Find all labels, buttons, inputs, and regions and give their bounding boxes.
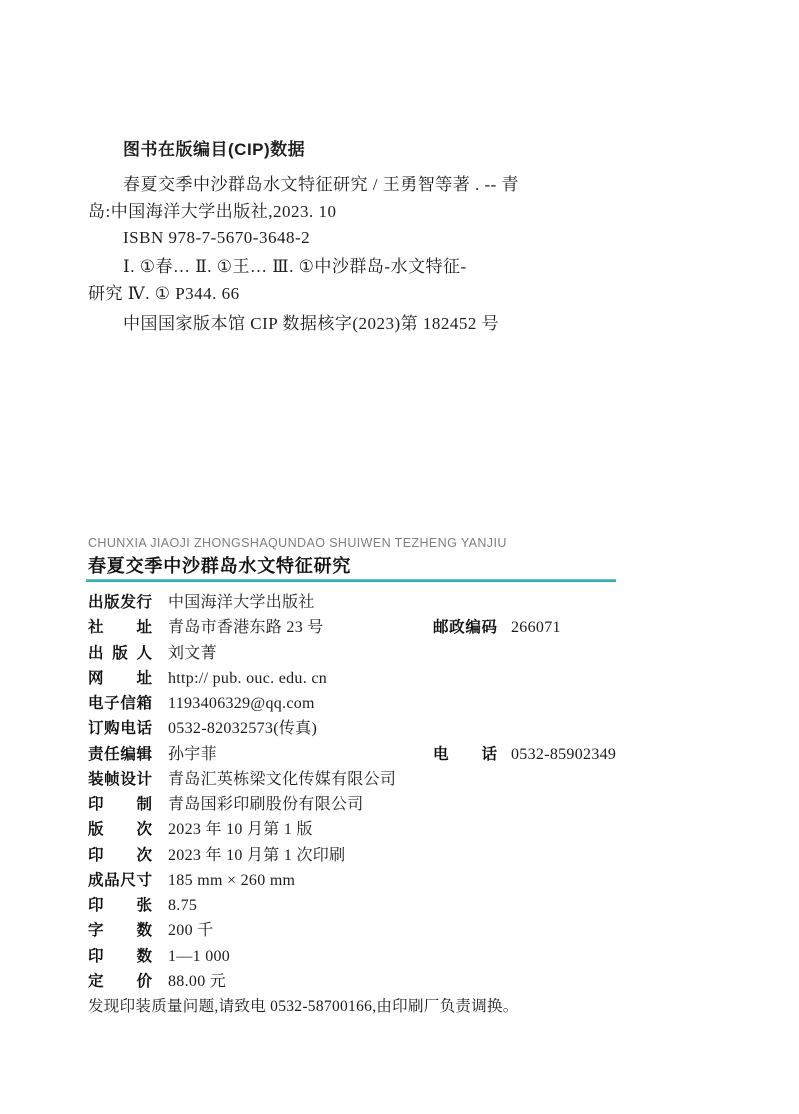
field-value: 青岛市香港东路 23 号: [168, 619, 324, 637]
cip-header: 图书在版编目(CIP)数据: [123, 140, 306, 159]
colophon-row-design: [88, 767, 728, 792]
field-label: 社址: [88, 619, 152, 637]
colophon-row-printer: [88, 792, 728, 817]
field-value: 孙宇菲: [168, 745, 217, 763]
cip-classification-line2: 研究 Ⅳ. ① P344. 66: [88, 284, 240, 303]
quality-notice: 发现印装质量问题,请致电 0532-58700166,由印刷厂负责调换。: [88, 998, 519, 1015]
colophon-subrow-postcode: [433, 615, 561, 640]
colophon-row-order-phone: [88, 716, 728, 741]
colophon-row-size: [88, 868, 728, 893]
field-value: 1193406329@qq.com: [168, 695, 315, 712]
field-value: 1—1 000: [168, 947, 231, 965]
field-value: 2023 年 10 月第 1 版: [168, 821, 313, 839]
field-value: 中国海洋大学出版社: [168, 594, 315, 611]
field-label: 版次: [88, 821, 152, 839]
field-label: 出版人: [88, 644, 152, 662]
colophon-row-price: [88, 969, 728, 994]
field-label: 定价: [88, 972, 152, 990]
field-label: 出版发行: [88, 594, 152, 611]
colophon-row-sheets: [88, 893, 728, 918]
field-label: 责任编辑: [88, 745, 152, 763]
field-label: 邮政编码: [433, 619, 497, 637]
cip-description-line1: 春夏交季中沙群岛水文特征研究 / 王勇智等著 . -- 青: [123, 175, 520, 194]
field-label: 成品尺寸: [88, 871, 152, 889]
colophon-row-editor: [88, 742, 728, 767]
field-label: 订购电话: [88, 720, 152, 738]
colophon-row-publisher: [88, 590, 728, 615]
field-value: 2023 年 10 月第 1 次印刷: [168, 846, 346, 864]
colophon-row-wordcount: [88, 918, 728, 943]
cip-isbn: ISBN 978-7-5670-3648-2: [123, 228, 311, 247]
field-label: 印次: [88, 846, 152, 864]
colophon-section: [88, 590, 728, 1019]
field-value: 刘文菁: [168, 644, 217, 662]
field-label: 字数: [88, 922, 152, 940]
colophon-subrow-phone: [433, 742, 616, 767]
field-label: 印制: [88, 796, 152, 813]
field-value: 0532-82032573(传真): [168, 720, 318, 738]
field-value: 266071: [511, 619, 561, 637]
field-label: 电话: [433, 745, 497, 763]
field-value: 88.00 元: [168, 972, 227, 990]
field-value: 8.75: [168, 897, 198, 914]
colophon-row-printrun: [88, 944, 728, 969]
book-title: 春夏交季中沙群岛水文特征研究: [88, 556, 352, 576]
title-pinyin: CHUNXIA JIAOJI ZHONGSHAQUNDAO SHUIWEN TEZHENG YANJIU: [88, 536, 507, 550]
field-value: 200 千: [168, 922, 214, 940]
cip-description-line2: 岛:中国海洋大学出版社,2023. 10: [88, 202, 337, 221]
field-label: 装帧设计: [88, 770, 152, 788]
cip-record-number: 中国国家版本馆 CIP 数据核字(2023)第 182452 号: [123, 314, 500, 333]
colophon-row-publisher-person: [88, 641, 728, 666]
colophon-row-edition: [88, 817, 728, 842]
field-value: http:// pub. ouc. edu. cn: [168, 669, 328, 687]
title-rule: [86, 579, 616, 582]
cip-classification-line1: Ⅰ. ①春… Ⅱ. ①王… Ⅲ. ①中沙群岛-水文特征-: [123, 257, 467, 276]
field-label: 电子信箱: [88, 695, 152, 712]
field-value: 185 mm × 260 mm: [168, 871, 296, 889]
field-value: 青岛国彩印刷股份有限公司: [168, 796, 364, 813]
colophon-row-address: [88, 615, 728, 640]
colophon-row-email: [88, 691, 728, 716]
colophon-row-impression: [88, 843, 728, 868]
field-label: 印张: [88, 897, 152, 914]
field-value: 0532-85902349: [511, 745, 617, 763]
colophon-row-website: [88, 666, 728, 691]
field-value: 青岛汇英栋梁文化传媒有限公司: [168, 770, 397, 788]
field-label: 网址: [88, 669, 152, 687]
field-label: 印数: [88, 947, 152, 965]
